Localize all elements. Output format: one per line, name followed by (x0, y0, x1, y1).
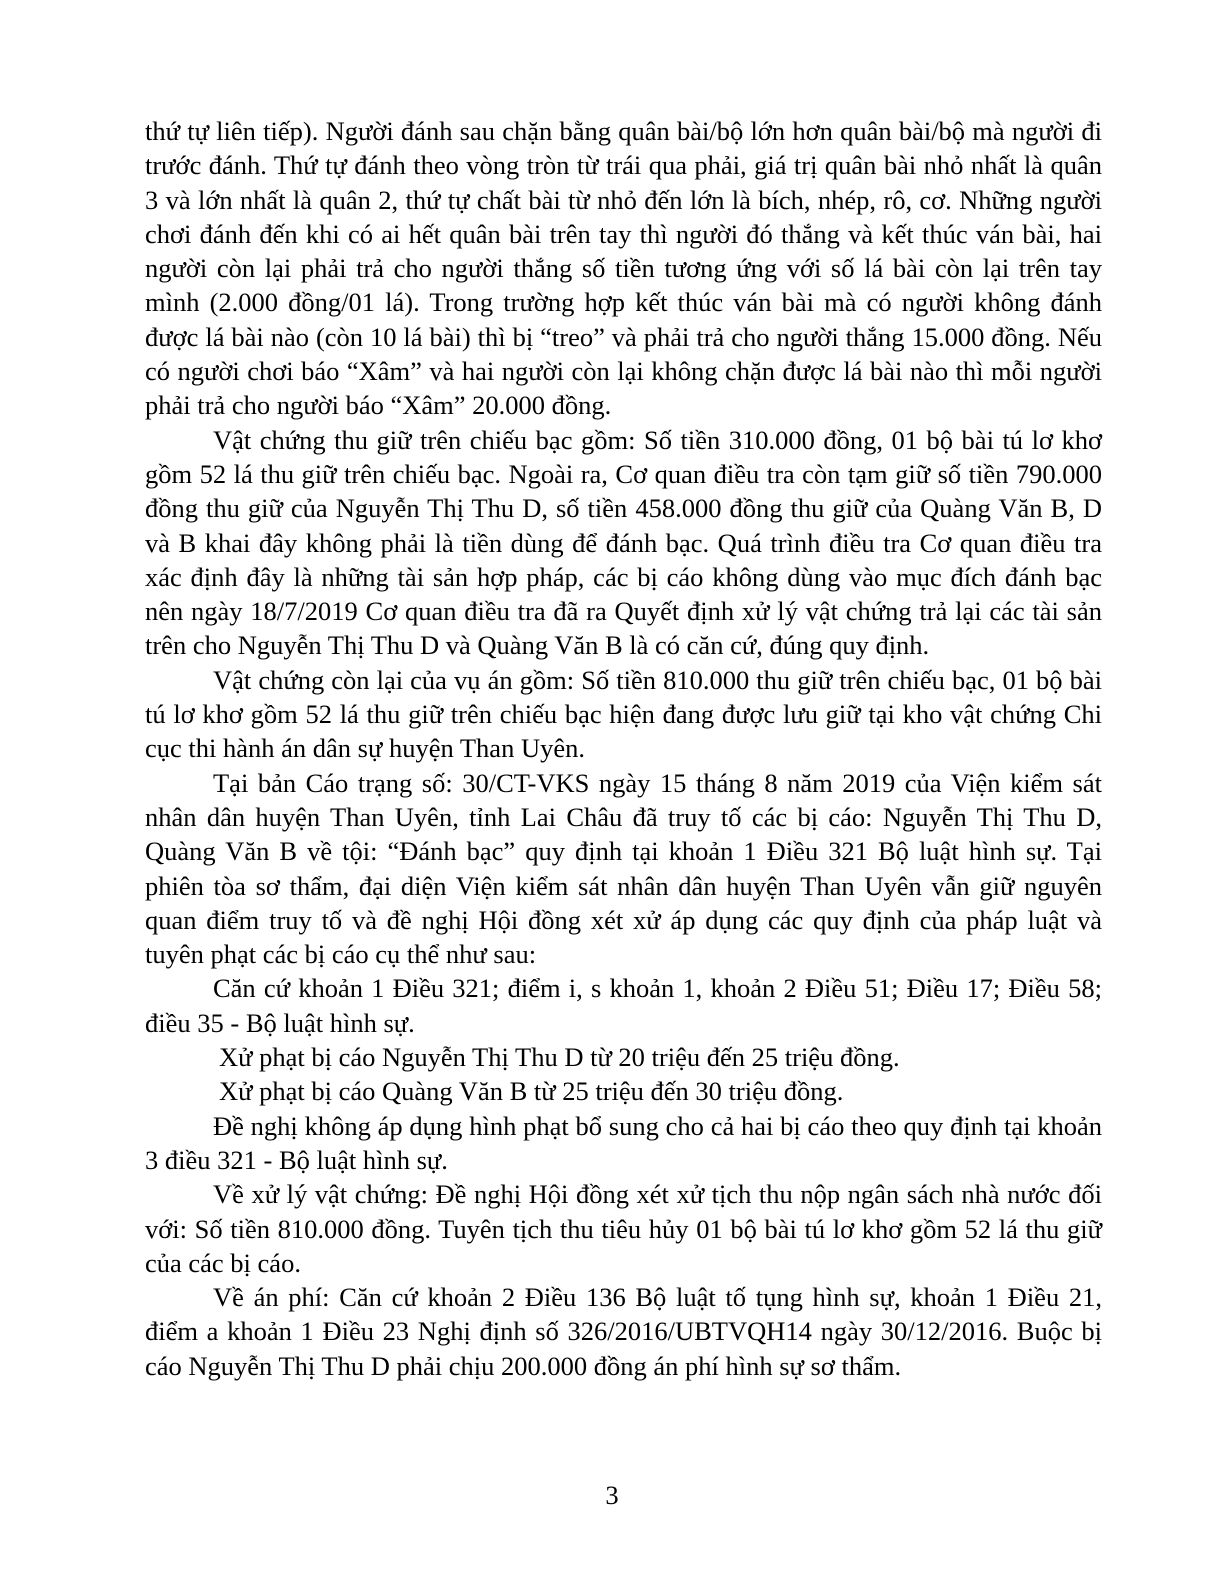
paragraph-no-additional-penalty: Đề nghị không áp dụng hình phạt bổ sung cho cả hai bị cáo theo quy định tại khoản 3 điều 321 - Bộ luật hình sự. (145, 1110, 1102, 1175)
document-body (145, 114, 1102, 1383)
paragraph-evidence-handling: Về xử lý vật chứng: Đề nghị Hội đồng xét xử tịch thu nộp ngân sách nhà nước đối với: Số tiền 810.000 đồng. Tuyên tịch thu tiêu hủy 01 bộ bài tú lơ khơ gồm 52 lá thu giữ của các bị cáo. (145, 1179, 1102, 1278)
paragraph-penalty-defendant-b: Xử phạt bị cáo Quàng Văn B từ 25 triệu đến 30 triệu đồng. (219, 1076, 844, 1107)
paragraph-game-rules: thứ tự liên tiếp). Người đánh sau chặn bằng quân bài/bộ lớn hơn quân bài/bộ mà người đi trước đánh. Thứ tự đánh theo vòng tròn từ trái qua phải, giá trị quân bài nhỏ nhất là quân 3 và lớn nhất là quân 2, thứ tự chất bài từ nhỏ đến lớn là bích, nhép, rô, cơ. Những người chơi đánh đến khi có ai hết quân bài trên tay thì người đó thắng và kết thúc ván bài, hai người còn lại phải trả cho người thắng số tiền tương ứng với số lá bài còn lại trên tay mình (2.000 đồng/01 lá). Trong trường hợp kết thúc ván bài mà có người không đánh được lá bài nào (còn 10 lá bài) thì bị “treo” và phải trả cho người thắng 15.000 đồng. Nếu có người chơi báo “Xâm” và hai người còn lại không chặn được lá bài nào thì mỗi người phải trả cho người báo “Xâm” 20.000 đồng. (145, 116, 1102, 421)
paragraph-court-fees: Về án phí: Căn cứ khoản 2 Điều 136 Bộ luật tố tụng hình sự, khoản 1 Điều 21, điểm a khoản 1 Điều 23 Nghị định số 326/2016/UBTVQH14 ngày 30/12/2016. Buộc bị cáo Nguyễn Thị Thu D phải chịu 200.000 đồng án phí hình sự sơ thẩm. (145, 1282, 1102, 1381)
paragraph-seized-evidence: Vật chứng thu giữ trên chiếu bạc gồm: Số tiền 310.000 đồng, 01 bộ bài tú lơ khơ gồm 52 lá thu giữ trên chiếu bạc. Ngoài ra, Cơ quan điều tra còn tạm giữ số tiền 790.000 đồng thu giữ của Nguyễn Thị Thu D, số tiền 458.000 đồng thu giữ của Quàng Văn B, D và B khai đây không phải là tiền dùng để đánh bạc. Quá trình điều tra Cơ quan điều tra xác định đây là những tài sản hợp pháp, các bị cáo không dùng vào mục đích đánh bạc nên ngày 18/7/2019 Cơ quan điều tra đã ra Quyết định xử lý vật chứng trả lại các tài sản trên cho Nguyễn Thị Thu D và Quàng Văn B là có căn cứ, đúng quy định. (145, 424, 1102, 661)
paragraph-legal-basis: Căn cứ khoản 1 Điều 321; điểm i, s khoản 1, khoản 2 Điều 51; Điều 17; Điều 58; điều 35 - Bộ luật hình sự. (145, 973, 1102, 1038)
paragraph-penalty-defendant-d: Xử phạt bị cáo Nguyễn Thị Thu D từ 20 triệu đến 25 triệu đồng. (219, 1042, 900, 1073)
page-number: 3 (605, 1480, 619, 1510)
paragraph-remaining-evidence: Vật chứng còn lại của vụ án gồm: Số tiền 810.000 thu giữ trên chiếu bạc, 01 bộ bài tú lơ khơ gồm 52 lá thu giữ trên chiếu bạc hiện đang được lưu giữ tại kho vật chứng Chi cục thi hành án dân sự huyện Than Uyên. (145, 664, 1102, 764)
paragraph-indictment: Tại bản Cáo trạng số: 30/CT-VKS ngày 15 tháng 8 năm 2019 của Viện kiểm sát nhân dân huyện Than Uyên, tỉnh Lai Châu đã truy tố các bị cáo: Nguyễn Thị Thu D, Quàng Văn B về tội: “Đánh bạc” quy định tại khoản 1 Điều 321 Bộ luật hình sự. Tại phiên tòa sơ thẩm, đại diện Viện kiểm sát nhân dân huyện Than Uyên vẫn giữ nguyên quan điểm truy tố và đề nghị Hội đồng xét xử áp dụng các quy định của pháp luật và tuyên phạt các bị cáo cụ thể như sau: (145, 767, 1102, 970)
